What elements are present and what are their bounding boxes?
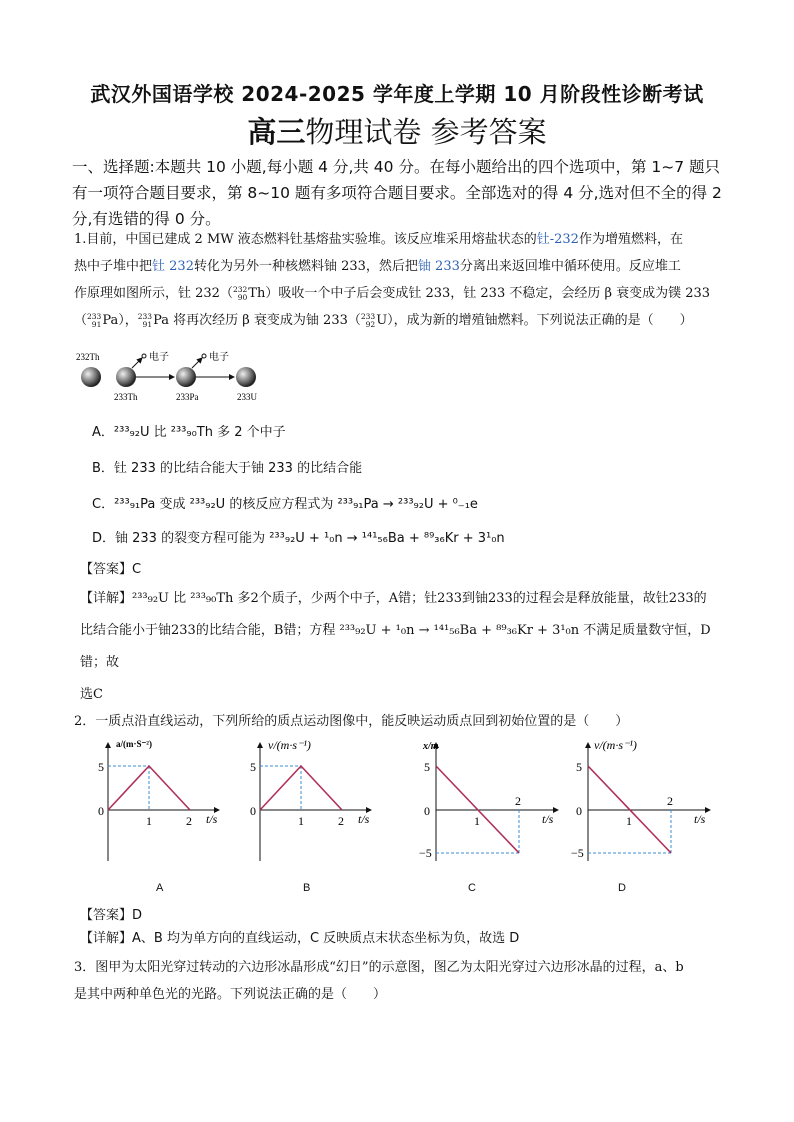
q2-stem: 2．一质点沿直线运动，下列所给的质点运动图像中，能反映运动质点回到初始位置的是（ ） xyxy=(74,714,629,729)
label-u233: 233U xyxy=(237,392,257,402)
label-th232: 232Th xyxy=(76,352,100,362)
tick-2: 2 xyxy=(515,794,521,808)
graph-d-letter: D xyxy=(618,882,626,894)
tick-5: 5 xyxy=(576,760,582,774)
graph-b-ylabel: v/(m·s⁻¹) xyxy=(268,738,311,752)
tick-5: 5 xyxy=(98,760,104,774)
q1-detail xyxy=(80,583,730,711)
q1-text: 1.目前，中国已建成 2 MW 液态燃料钍基熔盐实验堆。该反应堆采用熔盐状态的 xyxy=(74,232,537,247)
q3-line1: 3．图甲为太阳光穿过转动的六边形冰晶形成“幻日”的示意图，图乙为太阳光穿过六边形冰晶的过程，a、b xyxy=(74,960,684,975)
q2-detail: 【详解】A、B 均为单方向的直线运动，C 反映质点末状态坐标为负，故选 D xyxy=(80,931,520,946)
q1-text: 作为增殖燃料，在 xyxy=(578,232,683,247)
graph-b-letter: B xyxy=(303,882,311,894)
q1-text: （ xyxy=(74,313,88,328)
graph-c-letter: C xyxy=(468,882,476,894)
tick-2: 2 xyxy=(186,814,192,828)
electron-arrow-2 xyxy=(192,358,202,368)
graph-a xyxy=(94,735,229,865)
q2-answer: 【答案】D xyxy=(80,908,143,923)
grade-label: 高三 xyxy=(247,115,306,149)
q1-text: 作原理如图所示，钍 232（ xyxy=(74,286,233,301)
tick-1: 1 xyxy=(298,814,304,828)
q1-detail-line1: 【详解】²³³₉₂U 比 ²³³₉₀Th 多2个质子，少两个中子，A错；钍233到铀233的过程会是释放能量，故钍233的 xyxy=(80,591,707,606)
electron-dot-2 xyxy=(202,354,206,358)
nucleus-th233 xyxy=(116,367,136,387)
tick-5: 5 xyxy=(250,760,256,774)
q1-option-c: C．²³³₉₁Pa 变成 ²³³₉₂U 的核反应方程式为 ²³³₉₁Pa → ²³³₉₂U + ⁰₋₁e xyxy=(92,497,478,512)
q1-text: 转化为另外一种核燃料铀 233，然后把 xyxy=(193,259,418,274)
tick-neg5: −5 xyxy=(419,846,432,860)
nucleus-u233 xyxy=(236,367,256,387)
graph-d xyxy=(570,735,720,865)
electron-label-1: 电子 xyxy=(149,352,169,363)
electron-arrow-1 xyxy=(132,358,142,368)
paper-subtitle xyxy=(0,110,794,151)
q1-text: 热中子堆中把 xyxy=(74,259,153,274)
q1-option-b: B．钍 233 的比结合能大于铀 233 的比结合能 xyxy=(92,461,363,476)
label-th233: 233Th xyxy=(114,392,138,402)
tick-1: 1 xyxy=(474,814,480,828)
isotope-u233: 233 92 xyxy=(360,311,376,329)
q1-link-u233: 铀 233 xyxy=(417,259,460,274)
tick-0: 0 xyxy=(250,804,256,818)
tick-2: 2 xyxy=(667,794,673,808)
label-pa233: 233Pa xyxy=(176,392,199,402)
q1-text: 分离出来返回堆中循环使用。反应堆工 xyxy=(459,259,681,274)
t-axis-label: t/s xyxy=(694,812,706,826)
section-intro: 一、选择题:本题共 10 小题,每小题 4 分,共 40 分。在每小题给出的四个选项中，第 1~7 题只有一项符合题目要求，第 8~10 题有多项符合题目要求。全部选对的得 4 分,选对但不全的得 2 分,有选错的得 0 分。 xyxy=(72,158,722,228)
q1-text: U），成为新的增殖铀燃料。下列说法正确的是（ ） xyxy=(376,313,693,328)
q3-stem xyxy=(74,954,724,1008)
q1-text: Pa）， xyxy=(102,313,138,328)
q1-link-th232b: 钍 232 xyxy=(152,259,194,274)
decay-diagram xyxy=(74,348,274,404)
t-axis-label: t/s xyxy=(542,812,554,826)
tick-neg5: −5 xyxy=(571,846,584,860)
q1-detail-line3: 选C xyxy=(80,687,103,702)
tick-0: 0 xyxy=(576,804,582,818)
q1-link-th232: 钍-232 xyxy=(536,232,579,247)
tick-1: 1 xyxy=(626,814,632,828)
q1-text: Th）吸收一个中子后会变成钍 233，钍 233 不稳定，会经历 β 衰变成为镤 233 xyxy=(248,286,711,301)
graph-a-ylabel: a/(m·S⁻²) xyxy=(116,739,152,749)
isotope-pa233b: 233 91 xyxy=(137,311,153,329)
graph-c-ylabel: x/m xyxy=(423,741,439,752)
subtitle-rest: 物理试卷 参考答案 xyxy=(305,115,547,149)
t-axis-label: t/s xyxy=(358,812,370,826)
electron-dot-1 xyxy=(142,354,146,358)
tick-2: 2 xyxy=(338,814,344,828)
isotope-pa233: 233 91 xyxy=(87,311,102,329)
q1-option-d: D．铀 233 的裂变方程可能为 ²³³₉₂U + ¹₀n → ¹⁴¹₅₆Ba + ⁸⁹₃₆Kr + 3¹₀n xyxy=(92,531,505,546)
tick-5: 5 xyxy=(424,760,430,774)
exam-title: 武汉外国语学校 2024-2025 学年度上学期 10 月阶段性诊断考试 xyxy=(90,82,704,106)
tick-1: 1 xyxy=(146,814,152,828)
isotope-th232: 232 90 xyxy=(232,284,248,302)
nucleus-th232 xyxy=(81,367,101,387)
tick-0: 0 xyxy=(424,804,430,818)
graph-a-letter: A xyxy=(156,882,164,894)
graph-c xyxy=(418,735,568,865)
q1-answer: 【答案】C xyxy=(80,562,142,577)
graph-d-ylabel: v/(m·s⁻¹) xyxy=(594,738,637,752)
q3-line2: 是其中两种单色光的光路。下列说法正确的是（ ） xyxy=(74,987,387,1002)
q1-option-a: A．²³³₉₂U 比 ²³³₉₀Th 多 2 个中子 xyxy=(92,425,286,440)
tick-0: 0 xyxy=(98,804,104,818)
electron-label-2: 电子 xyxy=(209,352,229,363)
graph-b xyxy=(246,735,381,865)
q1-detail-line2: 比结合能小于铀233的比结合能，B错；方程 ²³³₉₂U + ¹₀n → ¹⁴¹₅₆Ba + ⁸⁹₃₆Kr + 3¹₀n 不满足质量数守恒，D错；故 xyxy=(80,623,711,670)
t-axis-label: t/s xyxy=(206,812,218,826)
nucleus-pa233 xyxy=(176,367,196,387)
q1-stem xyxy=(74,226,724,334)
q1-text: Pa 将再次经历 β 衰变成为铀 233（ xyxy=(153,313,361,328)
